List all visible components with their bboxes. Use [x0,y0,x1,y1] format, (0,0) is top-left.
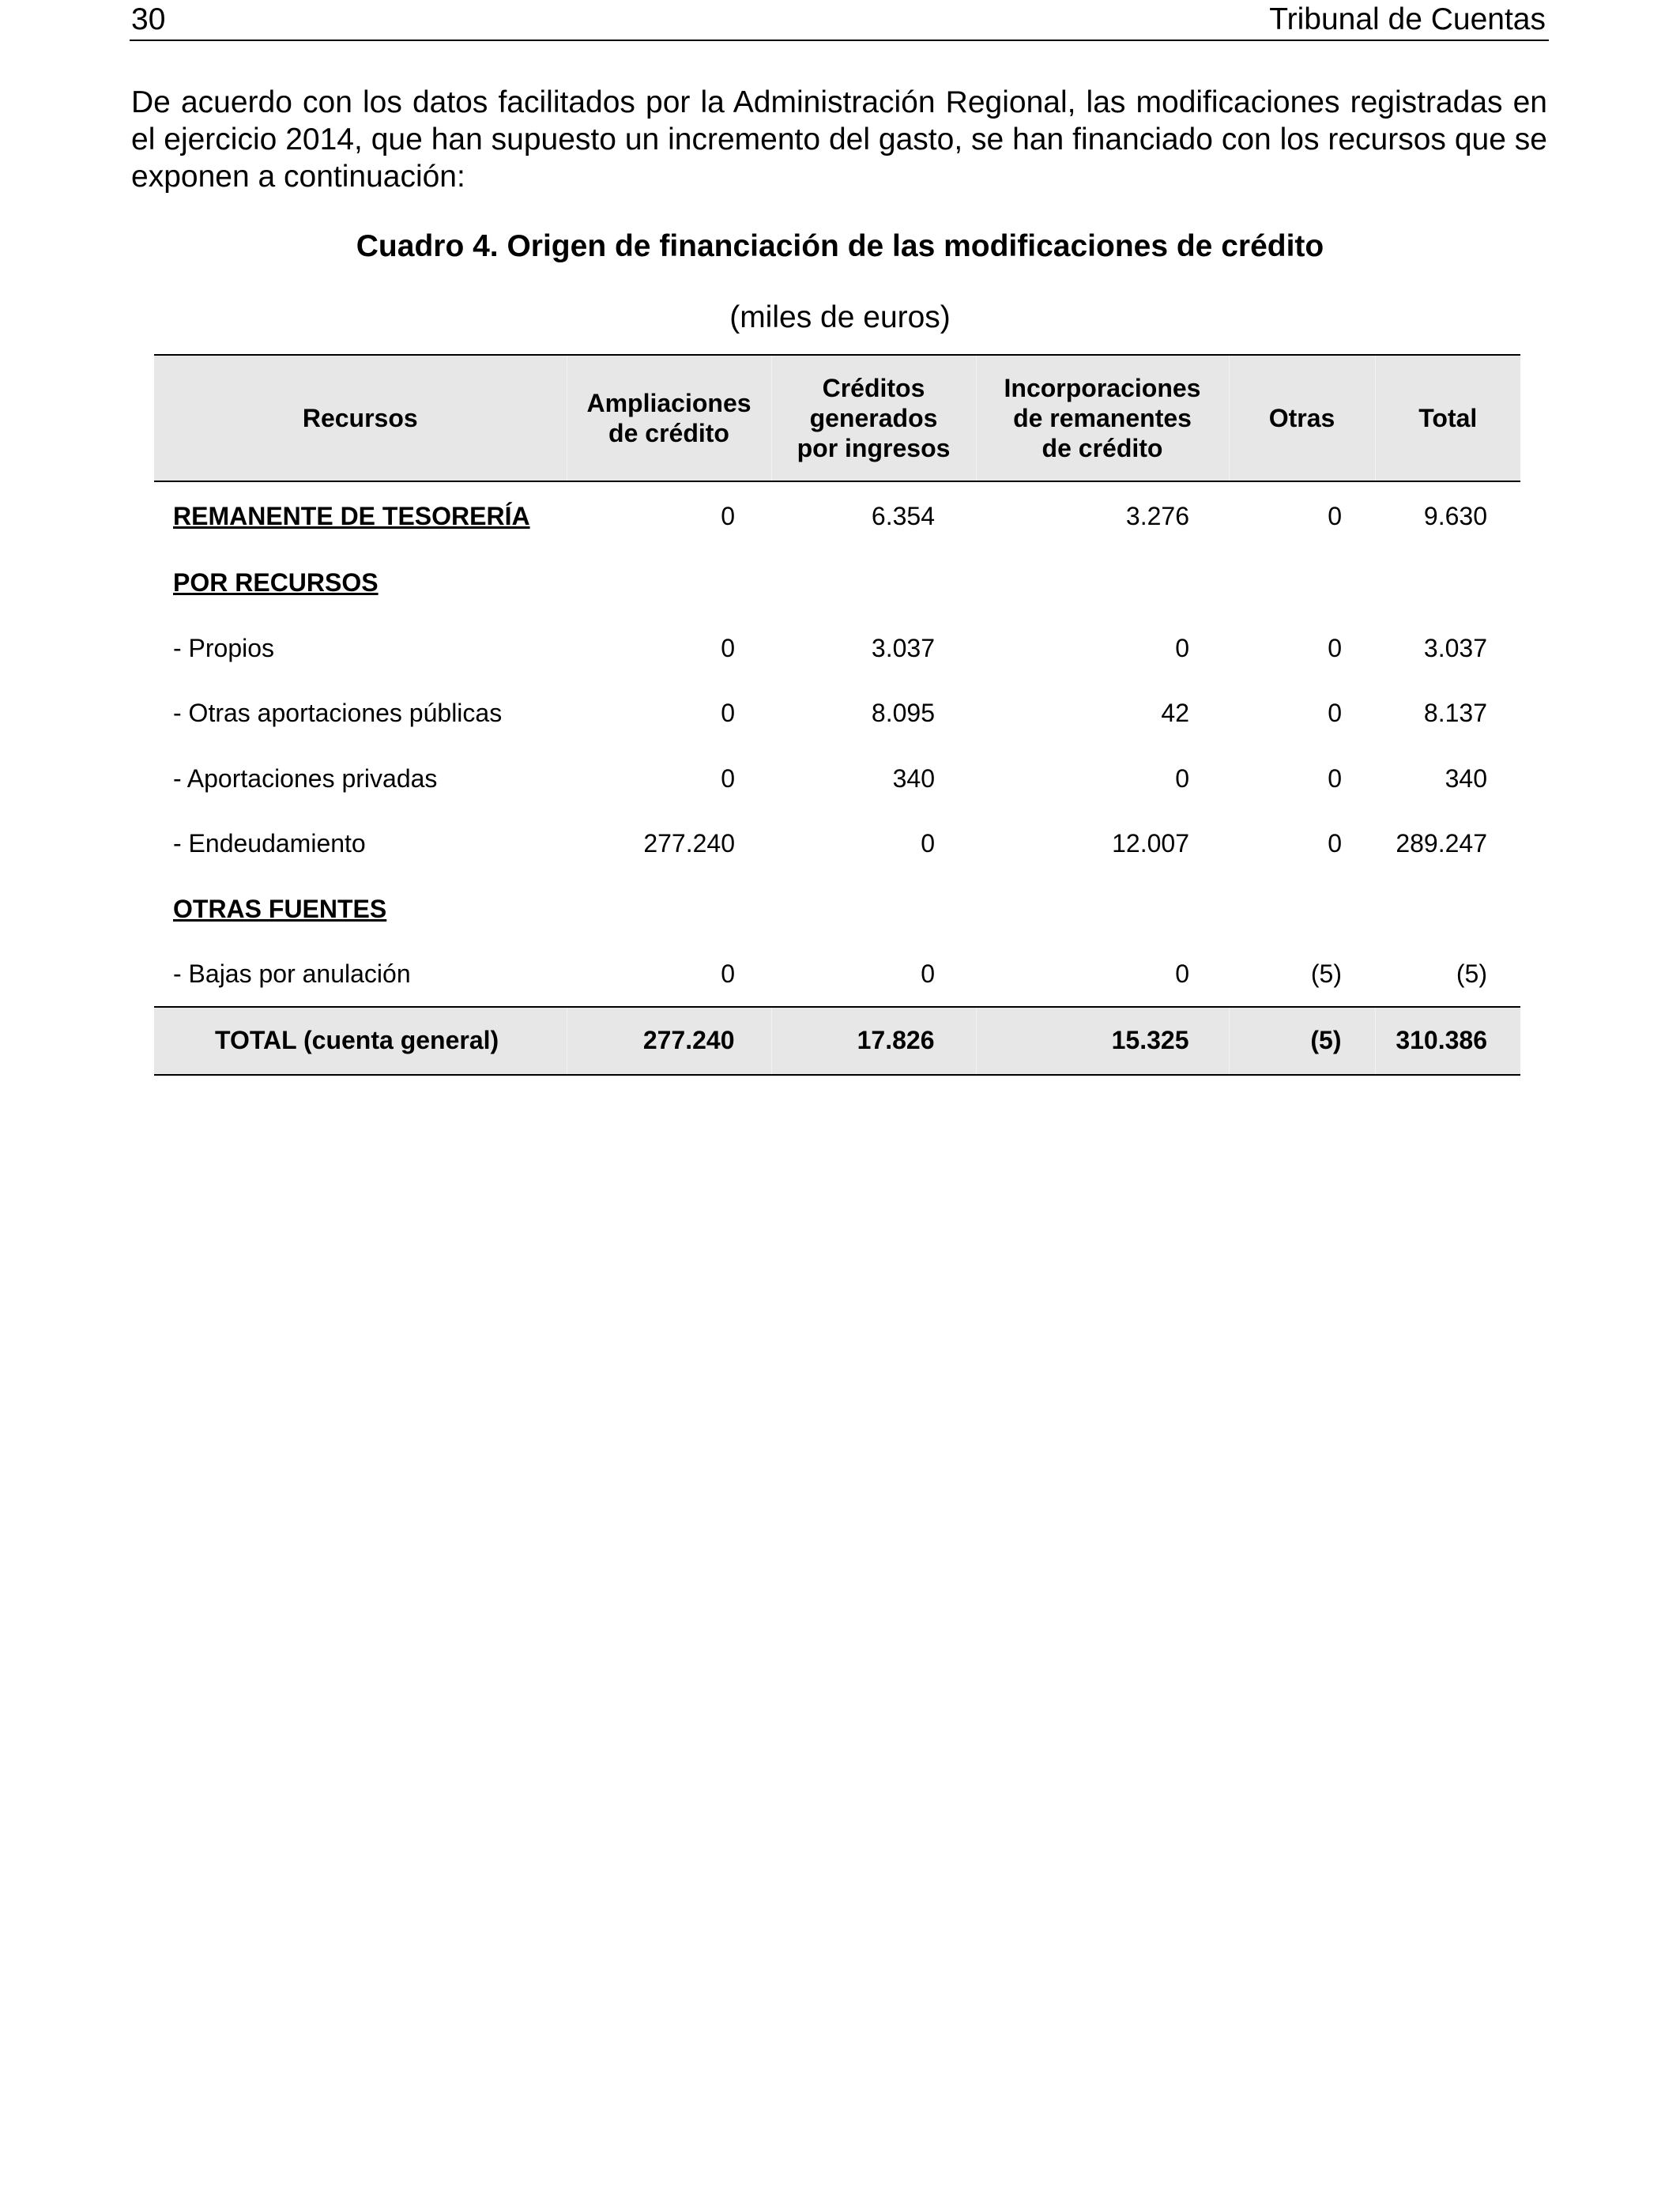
page-header [130,0,1549,41]
table-row-section [154,550,1520,616]
cell-otras: 0 [1328,502,1342,530]
total-label: TOTAL (cuenta general) [154,1007,567,1075]
row-label: REMANENTE DE TESORERÍA [173,502,530,530]
table-row [154,941,1520,1007]
cell-otras: 0 [1328,633,1342,662]
cell-ampliaciones: 0 [721,959,735,988]
table-row [154,811,1520,876]
table-row-section [154,876,1520,942]
intro-paragraph: De acuerdo con los datos facilitados por la Administración Regional, las modificaciones registradas en el ejercicio 2014, que han supuesto un incremento del gasto, se han financiado con los recursos que se exponen a continuación: [131,85,1547,194]
running-title: Tribunal de Cuentas [1269,2,1546,36]
col-header-incorporaciones: Incorporaciones de remanentes de crédito [976,355,1229,481]
cell-otras: (5) [1310,959,1342,988]
row-label: - Bajas por anulación [173,959,411,988]
cell-ampliaciones: 0 [721,699,735,728]
cell-total: 289.247 [1396,829,1487,858]
cell-ampliaciones: 0 [721,502,735,530]
cell-total: 340 [1445,763,1487,793]
cell-creditos: 3.037 [871,633,935,662]
total-incorporaciones: 15.325 [976,1007,1229,1075]
table-total-row [154,1007,1520,1075]
section-label: POR RECURSOS [173,568,379,598]
cell-total: 8.137 [1423,699,1487,728]
row-label: - Otras aportaciones públicas [173,699,503,728]
col-header-total: Total [1375,355,1520,481]
cell-creditos: 0 [921,959,935,988]
cell-incorporaciones: 0 [1175,633,1189,662]
row-label: - Propios [173,633,275,662]
col-header-otras: Otras [1229,355,1375,481]
row-label: - Aportaciones privadas [173,763,438,793]
table-row [154,746,1520,812]
total-creditos: 17.826 [771,1007,976,1075]
col-header-recursos: Recursos [154,355,567,481]
cell-incorporaciones: 12.007 [1112,829,1189,858]
cell-creditos: 340 [892,763,935,793]
cell-total: 3.037 [1423,633,1487,662]
cell-incorporaciones: 3.276 [1125,502,1189,530]
cell-total: (5) [1456,959,1487,988]
table-units: (miles de euros) [729,300,951,334]
section-label: OTRAS FUENTES [173,894,387,923]
cell-incorporaciones: 42 [1161,699,1189,728]
cell-creditos: 8.095 [871,699,935,728]
total-otras: (5) [1229,1007,1375,1075]
page-number: 30 [131,2,166,36]
total-total: 310.386 [1375,1007,1520,1075]
table-row [154,680,1520,746]
cell-incorporaciones: 0 [1175,763,1189,793]
cell-otras: 0 [1328,763,1342,793]
cell-creditos: 0 [921,829,935,858]
financing-table [154,354,1520,1076]
cell-creditos: 6.354 [871,502,935,530]
table-row [154,481,1520,550]
total-ampliaciones: 277.240 [567,1007,771,1075]
row-label: - Endeudamiento [173,829,366,858]
table-header-row [154,355,1520,481]
cell-ampliaciones: 0 [721,633,735,662]
cell-ampliaciones: 277.240 [643,829,735,858]
table-title: Cuadro 4. Origen de financiación de las modificaciones de crédito [356,229,1324,263]
table-row [154,616,1520,681]
cell-ampliaciones: 0 [721,763,735,793]
col-header-creditos: Créditos generados por ingresos [771,355,976,481]
cell-otras: 0 [1328,829,1342,858]
cell-incorporaciones: 0 [1175,959,1189,988]
cell-otras: 0 [1328,699,1342,728]
cell-total: 9.630 [1423,502,1487,530]
col-header-ampliaciones: Ampliaciones de crédito [567,355,771,481]
